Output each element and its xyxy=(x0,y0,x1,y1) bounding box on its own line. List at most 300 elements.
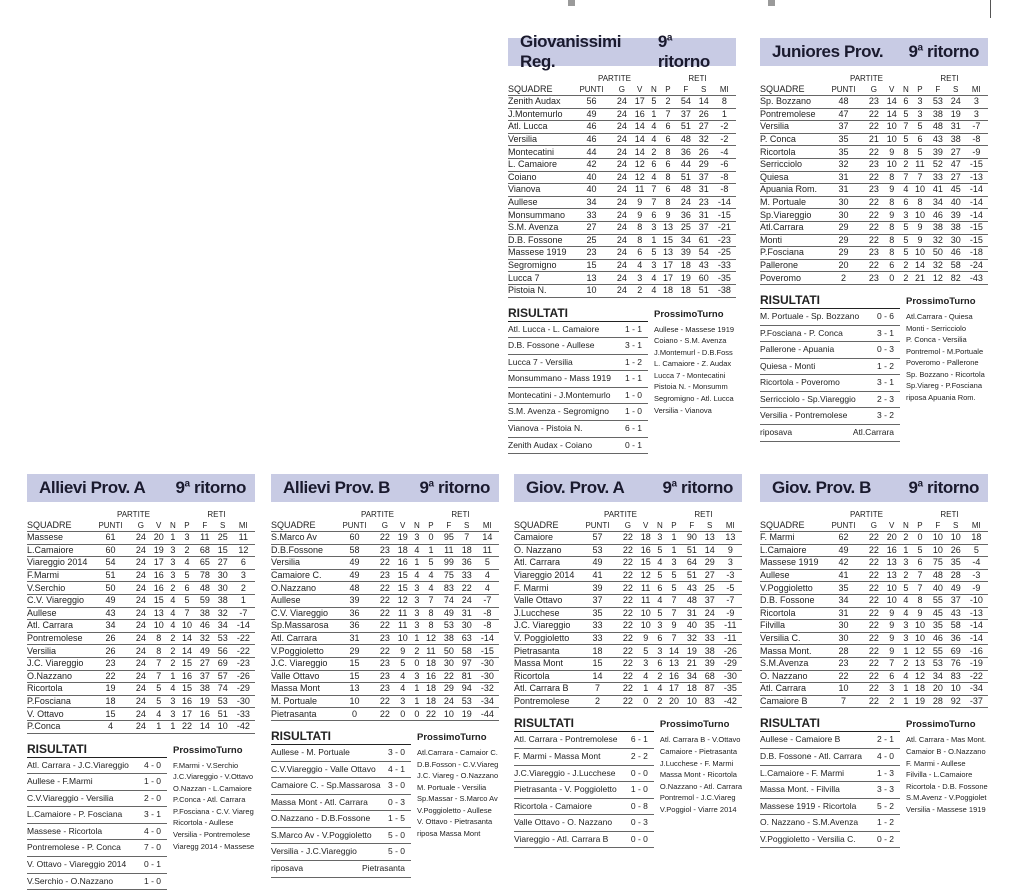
match-teams: Valle Ottavo - O. Nazzano xyxy=(514,815,612,831)
stat-cell: 12 xyxy=(394,594,412,607)
stat-cell: 10 xyxy=(637,607,655,620)
stat-cell: 35 xyxy=(947,557,965,570)
stat-cell: 14 xyxy=(631,133,649,146)
stat-cell: 15 xyxy=(150,594,168,607)
risultati-list xyxy=(271,729,411,878)
team-name: Atl. Carrara B xyxy=(514,683,576,696)
match-score: 0 - 1 xyxy=(144,857,161,873)
stat-cell: 10 xyxy=(883,582,901,595)
stat-cell: 2 xyxy=(178,544,196,557)
group-spacer xyxy=(760,73,822,84)
result-row xyxy=(760,342,900,359)
stat-cell: 7 xyxy=(422,594,440,607)
stat-cell: 51 xyxy=(89,569,132,582)
round-number: 9 xyxy=(658,32,667,51)
column-header: MI xyxy=(965,520,988,532)
stat-cell: 61 xyxy=(89,532,132,545)
stat-cell: 14 xyxy=(196,720,214,733)
panel-title: Juniores Prov. xyxy=(772,42,883,62)
stat-cell: 22 xyxy=(865,196,883,209)
stat-cell: 24 xyxy=(613,171,631,184)
stat-cell: 4 xyxy=(412,544,422,557)
round-label xyxy=(419,478,490,498)
stat-cell: 6 xyxy=(655,632,665,645)
column-header: MI xyxy=(965,84,988,96)
stat-cell: 6 xyxy=(659,184,677,197)
stat-cell: 32 xyxy=(929,234,947,247)
stat-cell: 34 xyxy=(677,234,695,247)
stat-cell: 15 xyxy=(178,683,196,696)
stat-cell: -14 xyxy=(232,620,255,633)
stat-cell: 8 xyxy=(883,171,901,184)
stat-cell: 22 xyxy=(865,234,883,247)
stat-cell: 3 xyxy=(412,532,422,545)
stat-cell: 47 xyxy=(947,158,965,171)
team-name: Atl. Carrara xyxy=(27,620,89,633)
stat-cell: 48 xyxy=(196,582,214,595)
stat-cell: 39 xyxy=(333,594,376,607)
stat-cell: -42 xyxy=(232,720,255,733)
stat-cell: 36 xyxy=(677,209,695,222)
stat-cell: 0 xyxy=(911,532,929,545)
stat-cell: 23 xyxy=(822,657,865,670)
standings-row xyxy=(760,196,988,209)
standings-row xyxy=(760,544,988,557)
column-header: S xyxy=(947,520,965,532)
stat-cell: 9 xyxy=(665,620,683,633)
stat-cell: 37 xyxy=(695,221,713,234)
stat-cell: 29 xyxy=(695,158,713,171)
standings-row xyxy=(27,620,255,633)
next-match: Viaregg 2014 - Massese xyxy=(173,841,255,853)
column-header: F xyxy=(929,84,947,96)
team-name: Versilia xyxy=(760,121,822,134)
stat-cell: 3 xyxy=(901,209,911,222)
stat-cell: 16 xyxy=(631,108,649,121)
match-score: 3 - 2 xyxy=(877,408,894,424)
stat-cell: 22 xyxy=(865,670,883,683)
round-label xyxy=(908,478,979,498)
stat-cell: 24 xyxy=(613,196,631,209)
stat-cell: 6 xyxy=(911,557,929,570)
match-teams: Pietrasanta - V. Poggioletto xyxy=(514,782,617,798)
stat-cell: 14 xyxy=(695,96,713,109)
team-name: Poveromo xyxy=(760,272,822,285)
stat-cell: 99 xyxy=(440,557,458,570)
panel-header xyxy=(514,474,742,502)
next-match: Atl.Carrara - Camaior C. xyxy=(417,747,499,759)
team-name: F.Marmi xyxy=(27,569,89,582)
stat-cell: 37 xyxy=(695,171,713,184)
team-name: Pontremolese xyxy=(27,632,89,645)
team-name: V. Poggioletto xyxy=(514,632,576,645)
stat-cell: 69 xyxy=(947,645,965,658)
stat-cell: 19 xyxy=(150,544,168,557)
next-match: Poveromo - Pallerone xyxy=(906,357,988,369)
stat-cell: -13 xyxy=(965,171,988,184)
team-name: D.B. Fossone xyxy=(508,234,570,247)
stat-cell: 23 xyxy=(376,657,394,670)
stat-cell: 20 xyxy=(665,695,683,708)
stat-cell: 1 xyxy=(637,683,655,696)
result-row xyxy=(760,408,900,425)
stat-cell: -4 xyxy=(965,557,988,570)
stat-cell: -14 xyxy=(713,196,736,209)
stat-cell: 13 xyxy=(701,532,719,545)
stat-cell: 2 xyxy=(901,259,911,272)
standings-row xyxy=(760,607,988,620)
stat-cell: 53 xyxy=(440,620,458,633)
stat-cell: 3 xyxy=(412,607,422,620)
match-teams: V.Serchio - O.Nazzano xyxy=(27,874,113,890)
team-name: Ricortola xyxy=(514,670,576,683)
stat-cell: 40 xyxy=(570,171,613,184)
column-group-row xyxy=(27,509,255,520)
stat-cell: 20 xyxy=(150,532,168,545)
panel-giov-prov-b xyxy=(760,474,988,848)
result-row xyxy=(760,749,900,766)
stat-cell: 90 xyxy=(683,532,701,545)
stat-cell: 36 xyxy=(458,557,476,570)
stat-cell: 15 xyxy=(214,544,232,557)
round-suffix: a xyxy=(918,478,923,489)
stat-cell: -14 xyxy=(965,209,988,222)
stat-cell: 28 xyxy=(822,645,865,658)
stat-cell: 9 xyxy=(883,645,901,658)
stat-cell: -7 xyxy=(232,607,255,620)
standings-row xyxy=(514,632,742,645)
stat-cell: 24 xyxy=(613,146,631,159)
match-score: 1 - 0 xyxy=(625,404,642,420)
standings-row xyxy=(271,532,499,545)
stat-cell: 4 xyxy=(901,607,911,620)
match-score: 2 - 2 xyxy=(631,749,648,765)
standings-row xyxy=(760,209,988,222)
top-edge-mark-left xyxy=(568,0,575,6)
team-name: Aullese xyxy=(508,196,570,209)
stat-cell: 58 xyxy=(458,645,476,658)
next-match: V.Poggiol - Viarre 2014 xyxy=(660,804,742,816)
stat-cell: 12 xyxy=(911,670,929,683)
stat-cell: 22 xyxy=(865,683,883,696)
column-header: PUNTI xyxy=(89,520,132,532)
stat-cell: -35 xyxy=(713,272,736,285)
match-score: 1 - 2 xyxy=(877,359,894,375)
stat-cell: 2 xyxy=(901,272,911,285)
stat-cell: 6 xyxy=(659,121,677,134)
stat-cell: 29 xyxy=(822,247,865,260)
stat-cell: 0 xyxy=(883,272,901,285)
stat-cell: 25 xyxy=(570,234,613,247)
team-name: Monsummano xyxy=(508,209,570,222)
stat-cell: 26 xyxy=(89,632,132,645)
team-name: Sp.Massarosa xyxy=(271,620,333,633)
stat-cell: 22 xyxy=(376,607,394,620)
match-score: 0 - 3 xyxy=(631,815,648,831)
stat-cell: 9 xyxy=(883,607,901,620)
stat-cell: 55 xyxy=(929,594,947,607)
team-name: Pietrasanta xyxy=(514,645,576,658)
stat-cell: -44 xyxy=(476,708,499,721)
stat-cell: 4 xyxy=(901,184,911,197)
stat-cell: 4 xyxy=(150,708,168,721)
stat-cell: -30 xyxy=(719,670,742,683)
match-teams: Camaiore C. - Sp.Massarosa xyxy=(271,778,381,794)
stat-cell: 3 xyxy=(631,272,649,285)
result-row xyxy=(760,782,900,799)
stat-cell: 10 xyxy=(683,695,701,708)
risultati-list xyxy=(760,716,900,848)
standings-row xyxy=(508,158,736,171)
result-row xyxy=(514,815,654,832)
stat-cell: 3 xyxy=(637,657,655,670)
stat-cell: 32 xyxy=(695,133,713,146)
panel-title: Giov. Prov. B xyxy=(772,478,871,498)
stat-cell: 5 xyxy=(150,683,168,696)
next-match: J.C. Viareg - O.Nazzano xyxy=(417,770,499,782)
stat-cell: -22 xyxy=(232,632,255,645)
stat-cell: 4 xyxy=(168,594,178,607)
stat-cell: 59 xyxy=(196,594,214,607)
standings-row xyxy=(760,272,988,285)
match-score: 3 - 1 xyxy=(144,807,161,823)
stat-cell: 44 xyxy=(570,146,613,159)
result-row xyxy=(508,421,648,438)
team-name: Atl. Lucca xyxy=(508,121,570,134)
stat-cell: 24 xyxy=(613,108,631,121)
column-header-row xyxy=(508,84,736,96)
stat-cell: 22 xyxy=(376,645,394,658)
stat-cell: 24 xyxy=(613,133,631,146)
stat-cell: 22 xyxy=(619,645,637,658)
stat-cell: 37 xyxy=(677,108,695,121)
stat-cell: 33 xyxy=(570,209,613,222)
standings-row xyxy=(760,234,988,247)
result-row xyxy=(760,815,900,832)
stat-cell: 11 xyxy=(196,532,214,545)
standings-row xyxy=(27,720,255,733)
standings-row xyxy=(760,582,988,595)
stat-cell: 76 xyxy=(947,657,965,670)
standings-row xyxy=(514,532,742,545)
stat-cell: 27 xyxy=(214,557,232,570)
stat-cell: 1 xyxy=(649,234,659,247)
next-match: Segromigno - Atl. Lucca xyxy=(654,393,736,405)
stat-cell: 74 xyxy=(440,594,458,607)
stat-cell: 43 xyxy=(89,607,132,620)
team-name: S.M.Avenza xyxy=(760,657,822,670)
standings-row xyxy=(27,632,255,645)
stat-cell: 5 xyxy=(476,557,499,570)
round-label xyxy=(658,32,727,72)
stat-cell: 53 xyxy=(214,695,232,708)
group-partite: PARTITE xyxy=(822,509,911,520)
stat-cell: 9 xyxy=(719,544,742,557)
standings-row xyxy=(27,544,255,557)
stat-cell: 4 xyxy=(631,259,649,272)
stat-cell: 15 xyxy=(570,259,613,272)
stat-cell: -23 xyxy=(713,234,736,247)
stat-cell: 30 xyxy=(822,209,865,222)
stat-cell: 4 xyxy=(476,569,499,582)
stat-cell: 10 xyxy=(883,594,901,607)
match-score: 1 - 5 xyxy=(388,811,405,827)
match-score: 2 - 3 xyxy=(877,392,894,408)
stat-cell: 18 xyxy=(677,284,695,297)
stat-cell: 14 xyxy=(665,645,683,658)
team-name: Versilia C. xyxy=(760,632,822,645)
stat-cell: 74 xyxy=(214,683,232,696)
stat-cell: 3 xyxy=(168,569,178,582)
column-header: G xyxy=(619,520,637,532)
match-score: 5 - 0 xyxy=(388,844,405,860)
match-teams: C.V.Viareggio - Valle Ottavo xyxy=(271,762,376,778)
result-row xyxy=(514,799,654,816)
stat-cell: 3 xyxy=(655,620,665,633)
team-name: Massese xyxy=(27,532,89,545)
stat-cell: 6 xyxy=(655,657,665,670)
standings-row xyxy=(514,594,742,607)
stat-cell: 21 xyxy=(911,272,929,285)
standings-row xyxy=(514,645,742,658)
stat-cell: 20 xyxy=(929,683,947,696)
column-header: P xyxy=(422,520,440,532)
round-word: ritorno xyxy=(194,478,246,497)
stat-cell: 15 xyxy=(178,657,196,670)
stat-cell: 53 xyxy=(929,657,947,670)
stat-cell: -29 xyxy=(232,683,255,696)
stat-cell: 8 xyxy=(150,632,168,645)
standings-table xyxy=(514,509,742,708)
standings-row xyxy=(508,121,736,134)
stat-cell: 2 xyxy=(232,582,255,595)
result-row xyxy=(27,824,167,841)
stat-cell: -8 xyxy=(476,620,499,633)
column-header: PUNTI xyxy=(822,520,865,532)
stat-cell: 5 xyxy=(911,544,929,557)
stat-cell: 24 xyxy=(613,184,631,197)
standings-row xyxy=(27,557,255,570)
column-header: MI xyxy=(713,84,736,96)
column-header: PUNTI xyxy=(570,84,613,96)
stat-cell: 1 xyxy=(901,645,911,658)
stat-cell: 3 xyxy=(965,108,988,121)
team-name: J.Lucchese xyxy=(514,607,576,620)
column-header-squadre: SQUADRE xyxy=(514,520,576,532)
standings-row xyxy=(271,620,499,633)
team-name: Valle Ottavo xyxy=(514,594,576,607)
risultati-title: RISULTATI xyxy=(271,729,411,745)
stat-cell: 1 xyxy=(901,544,911,557)
stat-cell: 21 xyxy=(865,133,883,146)
stat-cell: 5 xyxy=(901,234,911,247)
standings-row xyxy=(27,657,255,670)
stat-cell: 40 xyxy=(683,620,701,633)
stat-cell: 14 xyxy=(631,146,649,159)
group-spacer xyxy=(514,509,576,520)
stat-cell: 4 xyxy=(422,569,440,582)
risultati-list xyxy=(760,293,900,442)
round-suffix: a xyxy=(672,478,677,489)
stat-cell: 11 xyxy=(476,544,499,557)
stat-cell: 43 xyxy=(695,259,713,272)
stat-cell: 22 xyxy=(865,607,883,620)
stat-cell: 27 xyxy=(947,146,965,159)
stat-cell: 53 xyxy=(458,695,476,708)
risultati-title: RISULTATI xyxy=(27,742,167,758)
team-name: C.V. Viareggio xyxy=(27,594,89,607)
stat-cell: 35 xyxy=(822,133,865,146)
standings-row xyxy=(508,221,736,234)
stat-cell: 16 xyxy=(422,670,440,683)
stat-cell: 2 xyxy=(659,96,677,109)
stat-cell: -33 xyxy=(713,259,736,272)
match-teams: V. Ottavo - Viareggio 2014 xyxy=(27,857,126,873)
stat-cell: 7 xyxy=(458,532,476,545)
stat-cell: 6 xyxy=(901,96,911,109)
stat-cell: 49 xyxy=(576,557,619,570)
prossimo-turno-title: ProssimoTurno xyxy=(906,293,988,311)
stat-cell: -35 xyxy=(719,683,742,696)
match-score: 3 - 1 xyxy=(877,326,894,342)
stat-cell: 22 xyxy=(865,259,883,272)
match-teams: C.V.Viareggio - Versilia xyxy=(27,791,113,807)
stat-cell: 24 xyxy=(613,259,631,272)
match-score: 0 - 6 xyxy=(877,309,894,325)
stat-cell: 5 xyxy=(901,108,911,121)
column-header-row xyxy=(760,520,988,532)
stat-cell: 13 xyxy=(150,607,168,620)
team-name: J.Montemurlo xyxy=(508,108,570,121)
stat-cell: 6 xyxy=(649,209,659,222)
round-word: ritorno xyxy=(658,52,710,71)
standings-table xyxy=(271,509,499,721)
team-name: S.M. Avenza xyxy=(508,221,570,234)
stat-cell: 26 xyxy=(947,544,965,557)
match-teams: J.C.Viareggio - J.Lucchese xyxy=(514,766,615,782)
stat-cell: -29 xyxy=(719,657,742,670)
stat-cell: 30 xyxy=(214,569,232,582)
standings-row xyxy=(27,594,255,607)
standings-row xyxy=(760,532,988,545)
next-match: Pontremol - J.C.Viareg xyxy=(660,792,742,804)
standings-row xyxy=(514,557,742,570)
stat-cell: 58 xyxy=(333,544,376,557)
column-group-row xyxy=(508,73,736,84)
team-name: Massa Mont xyxy=(514,657,576,670)
standings-row xyxy=(271,607,499,620)
stat-cell: 10 xyxy=(570,284,613,297)
match-score: 1 - 0 xyxy=(625,388,642,404)
stat-cell: 36 xyxy=(677,146,695,159)
stat-cell: 18 xyxy=(394,544,412,557)
column-header: MI xyxy=(719,520,742,532)
stat-cell: 5 xyxy=(655,569,665,582)
stat-cell: 10 xyxy=(440,708,458,721)
group-reti: RETI xyxy=(911,73,988,84)
results-section xyxy=(27,742,255,890)
stat-cell: 0 xyxy=(637,695,655,708)
stat-cell: 26 xyxy=(695,108,713,121)
standings-row xyxy=(514,607,742,620)
standings-row xyxy=(514,569,742,582)
team-name: Camaiore B xyxy=(760,695,822,708)
stat-cell: 1 xyxy=(412,632,422,645)
risultati-title: RISULTATI xyxy=(508,306,648,322)
team-name: Pietrasanta xyxy=(271,708,333,721)
standings-row xyxy=(760,121,988,134)
result-row xyxy=(271,861,411,878)
